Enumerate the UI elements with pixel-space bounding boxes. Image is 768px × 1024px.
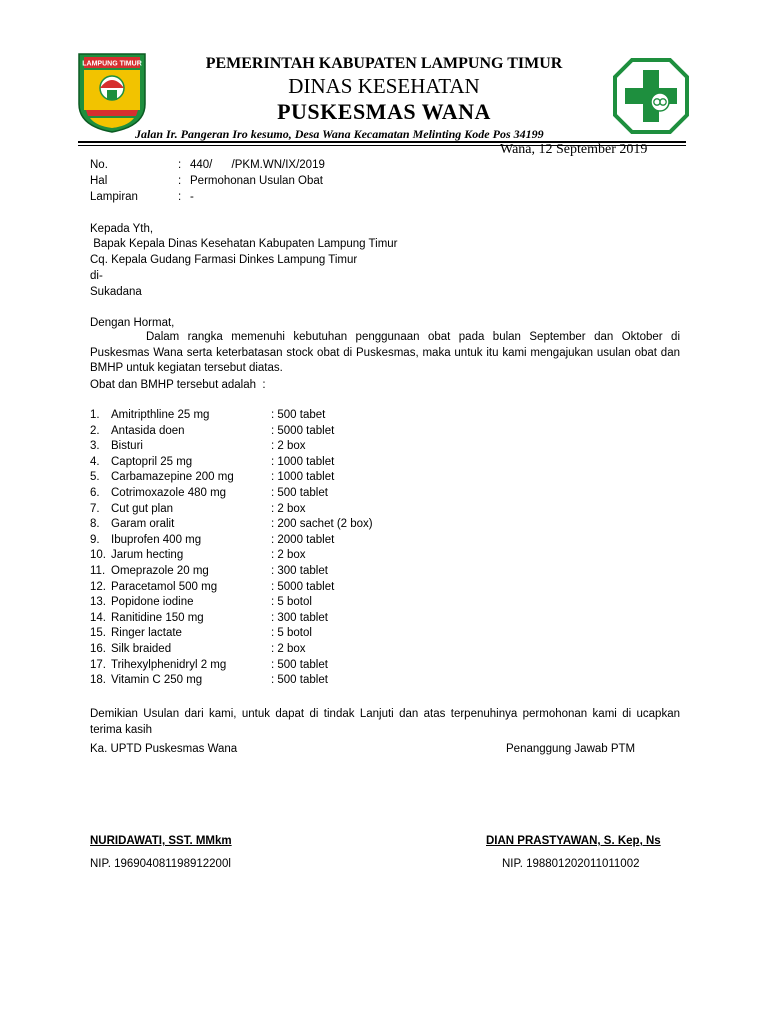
letterhead-department: DINAS KESEHATAN <box>288 74 480 98</box>
greeting: Dengan Hormat, <box>90 317 175 329</box>
medication-name: Popidone iodine <box>111 596 194 609</box>
left-signatory-name: NURIDAWATI, SST. MMkm <box>90 835 232 847</box>
medication-name: Carbamazepine 200 mg <box>111 471 234 484</box>
letterhead-address: Jalan Ir. Pangeran Iro kesumo, Desa Wana Kecamatan Melinting Kode Pos 34199 <box>135 127 544 141</box>
recipient-line: Sukadana <box>90 286 142 298</box>
medication-name: Silk braided <box>111 643 172 655</box>
medication-quantity: : 5 botol <box>271 596 312 609</box>
medication-quantity: : 2 box <box>271 440 306 453</box>
medication-quantity: : 1000 tablet <box>271 455 335 468</box>
medication-quantity: : 500 tablet <box>271 487 328 499</box>
meta-hal-value: Permohonan Usulan Obat <box>190 175 323 187</box>
meta-hal-sep: : <box>178 175 182 187</box>
medication-number: 4. <box>90 455 100 468</box>
medication-name: Captopril 25 mg <box>111 455 193 468</box>
medication-number: 18. <box>90 674 106 687</box>
medication-name: Garam oralit <box>111 518 175 531</box>
medication-name: Cut gut plan <box>111 502 174 515</box>
medication-name: Bisturi <box>111 440 143 453</box>
medication-number: 16. <box>90 643 106 655</box>
right-signatory-title: Penanggung Jawab PTM <box>506 743 636 755</box>
medication-number: 10. <box>90 549 106 562</box>
medication-name: Omeprazole 20 mg <box>111 565 209 577</box>
medication-number: 11. <box>90 565 106 577</box>
left-signatory-title: Ka. UPTD Puskesmas Wana <box>90 743 238 755</box>
medication-number: 1. <box>90 409 100 421</box>
medication-name: Ringer lactate <box>111 627 182 640</box>
medication-name: Antasida doen <box>111 424 185 437</box>
recipient-line: Kepada Yth, <box>90 223 154 235</box>
medication-name: Jarum hecting <box>111 549 184 562</box>
meta-lampiran-sep: : <box>178 191 182 203</box>
closing-paragraph: Demikian Usulan dari kami, untuk dapat di tindak Lanjuti dan atas terpenuhinya permohonan kami di ucapkan terima kasih <box>90 708 680 736</box>
medication-number: 13. <box>90 596 106 609</box>
letterhead-government: PEMERINTAH KABUPATEN LAMPUNG TIMUR <box>205 55 563 72</box>
medication-name: Amitripthline 25 mg <box>111 409 210 421</box>
medication-number: 15. <box>90 627 106 640</box>
medication-quantity: : 5000 tablet <box>271 424 335 437</box>
medication-number: 7. <box>90 502 100 515</box>
recipient-line: Cq. Kepala Gudang Farmasi Dinkes Lampung Timur <box>90 254 358 266</box>
medication-quantity: : 500 tablet <box>271 674 328 687</box>
medication-name: Trihexylphenidryl 2 mg <box>111 658 227 671</box>
right-signatory-nip: NIP. 198801202011011002 <box>502 858 640 870</box>
left-signatory-nip: NIP. 196904081198912200l <box>90 858 231 870</box>
crest-banner-text: LAMPUNG TIMUR <box>82 60 142 68</box>
medication-number: 3. <box>90 440 100 453</box>
meta-hal-label: Hal <box>90 175 108 187</box>
medication-number: 12. <box>90 580 106 593</box>
medication-quantity: : 2000 tablet <box>271 533 335 546</box>
medication-number: 6. <box>90 487 100 499</box>
medication-quantity: : 2 box <box>271 643 306 655</box>
medication-quantity: : 300 tablet <box>271 611 328 624</box>
medication-quantity: : 500 tablet <box>271 658 328 671</box>
meta-lampiran-value: - <box>190 191 194 203</box>
medication-quantity: : 2 box <box>271 502 306 515</box>
meta-no-sep: : <box>178 159 182 171</box>
medication-number: 9. <box>90 533 100 546</box>
medication-quantity: : 5 botol <box>271 627 312 640</box>
medication-number: 8. <box>90 518 100 531</box>
medication-quantity: : 2 box <box>271 549 306 562</box>
letterhead-puskesmas: PUSKESMAS WANA <box>277 99 491 124</box>
medication-name: Cotrimoxazole 480 mg <box>111 487 227 499</box>
medication-name: Paracetamol 500 mg <box>111 580 218 593</box>
medication-quantity: : 5000 tablet <box>271 580 335 593</box>
medication-quantity: : 500 tabet <box>271 409 326 421</box>
recipient-line: di- <box>90 270 103 282</box>
medication-name: Ranitidine 150 mg <box>111 611 204 624</box>
letter-date: Wana, 12 September 2019 <box>500 142 648 157</box>
recipient-line: Bapak Kepala Dinas Kesehatan Kabupaten Lampung Timur <box>90 238 398 250</box>
medication-number: 17. <box>90 658 106 671</box>
medication-name: Vitamin C 250 mg <box>111 674 203 687</box>
medication-quantity: : 300 tablet <box>271 565 328 577</box>
meta-lampiran-label: Lampiran <box>90 191 138 203</box>
medication-number: 2. <box>90 424 100 437</box>
meta-no-label: No. <box>90 159 108 171</box>
medication-quantity: : 1000 tablet <box>271 471 335 484</box>
body-paragraph: Dalam rangka memenuhi kebutuhan penggunaan obat pada bulan September dan Oktober di Puskesmas Wana serta keterbatasan stock obat di Puskesmas, maka untuk itu kami mengajukan usulan obat dan BMHP untuk kegiatan tersebut diatas. <box>90 331 680 375</box>
list-intro: Obat dan BMHP tersebut adalah : <box>90 379 266 391</box>
right-signatory-name: DIAN PRASTYAWAN, S. Kep, Ns <box>486 835 661 847</box>
medication-name: Ibuprofen 400 mg <box>111 533 202 546</box>
medication-quantity: : 200 sachet (2 box) <box>271 518 373 531</box>
medication-number: 14. <box>90 611 106 624</box>
medication-number: 5. <box>90 471 100 484</box>
meta-no-value: 440/ /PKM.WN/IX/2019 <box>190 159 325 171</box>
